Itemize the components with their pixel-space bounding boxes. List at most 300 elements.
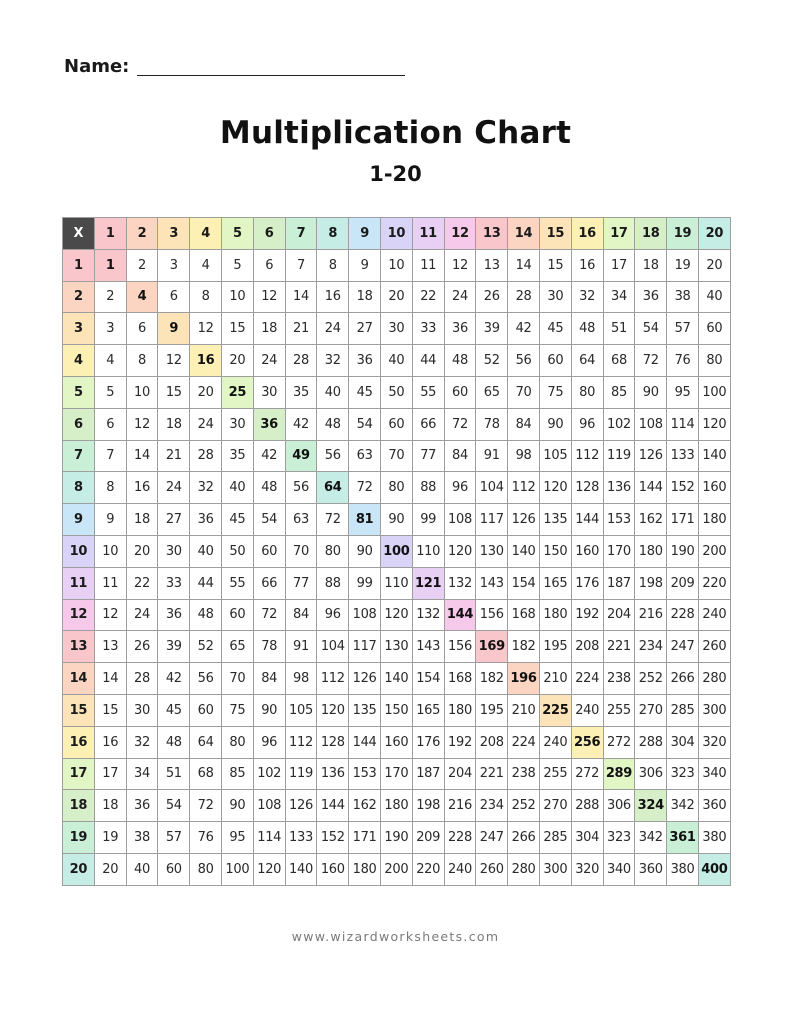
product-cell: 14 xyxy=(285,281,317,313)
product-cell: 320 xyxy=(571,853,603,885)
product-cell: 24 xyxy=(253,345,285,377)
column-header-cell: 5 xyxy=(221,218,253,250)
product-cell: 88 xyxy=(317,567,349,599)
product-cell: 104 xyxy=(317,631,349,663)
product-cell: 56 xyxy=(317,440,349,472)
product-cell: 135 xyxy=(539,504,571,536)
product-cell: 9 xyxy=(94,504,126,536)
product-cell: 60 xyxy=(158,853,190,885)
square-cell: 324 xyxy=(635,790,667,822)
product-cell: 160 xyxy=(698,472,730,504)
product-cell: 33 xyxy=(412,313,444,345)
product-cell: 2 xyxy=(126,249,158,281)
product-cell: 323 xyxy=(603,822,635,854)
product-cell: 68 xyxy=(190,758,222,790)
product-cell: 228 xyxy=(667,599,699,631)
product-cell: 12 xyxy=(253,281,285,313)
product-cell: 8 xyxy=(94,472,126,504)
page-subtitle: 1-20 xyxy=(369,162,422,186)
product-cell: 306 xyxy=(603,790,635,822)
square-cell: 144 xyxy=(444,599,476,631)
row-header-cell: 2 xyxy=(63,281,95,313)
product-cell: 40 xyxy=(380,345,412,377)
table-row xyxy=(63,758,731,790)
product-cell: 90 xyxy=(635,376,667,408)
product-cell: 105 xyxy=(539,440,571,472)
product-cell: 266 xyxy=(667,663,699,695)
product-cell: 14 xyxy=(508,249,540,281)
product-cell: 10 xyxy=(94,535,126,567)
product-cell: 154 xyxy=(508,567,540,599)
row-header-cell: 17 xyxy=(63,758,95,790)
column-header-cell: 10 xyxy=(380,218,412,250)
product-cell: 156 xyxy=(444,631,476,663)
column-header-cell: 12 xyxy=(444,218,476,250)
product-cell: 84 xyxy=(285,599,317,631)
column-header-cell: 2 xyxy=(126,218,158,250)
product-cell: 39 xyxy=(158,631,190,663)
product-cell: 7 xyxy=(94,440,126,472)
product-cell: 260 xyxy=(698,631,730,663)
product-cell: 12 xyxy=(444,249,476,281)
table-row xyxy=(63,376,731,408)
product-cell: 60 xyxy=(444,376,476,408)
square-cell: 196 xyxy=(508,663,540,695)
product-cell: 6 xyxy=(158,281,190,313)
row-header-cell: 6 xyxy=(63,408,95,440)
product-cell: 60 xyxy=(380,408,412,440)
column-header-cell: 9 xyxy=(349,218,381,250)
row-header-cell: 11 xyxy=(63,567,95,599)
product-cell: 77 xyxy=(412,440,444,472)
product-cell: 88 xyxy=(412,472,444,504)
product-cell: 80 xyxy=(571,376,603,408)
table-row xyxy=(63,663,731,695)
product-cell: 160 xyxy=(317,853,349,885)
product-cell: 70 xyxy=(285,535,317,567)
product-cell: 176 xyxy=(412,726,444,758)
row-header-cell: 18 xyxy=(63,790,95,822)
product-cell: 135 xyxy=(349,694,381,726)
product-cell: 20 xyxy=(126,535,158,567)
product-cell: 8 xyxy=(190,281,222,313)
square-cell: 1 xyxy=(94,249,126,281)
product-cell: 208 xyxy=(476,726,508,758)
product-cell: 8 xyxy=(317,249,349,281)
product-cell: 76 xyxy=(667,345,699,377)
product-cell: 5 xyxy=(221,249,253,281)
product-cell: 162 xyxy=(635,504,667,536)
product-cell: 132 xyxy=(444,567,476,599)
product-cell: 300 xyxy=(539,853,571,885)
product-cell: 34 xyxy=(126,758,158,790)
square-cell: 361 xyxy=(667,822,699,854)
product-cell: 182 xyxy=(476,663,508,695)
product-cell: 110 xyxy=(380,567,412,599)
square-cell: 225 xyxy=(539,694,571,726)
product-cell: 280 xyxy=(508,853,540,885)
table-row xyxy=(63,822,731,854)
product-cell: 84 xyxy=(444,440,476,472)
product-cell: 187 xyxy=(603,567,635,599)
product-cell: 240 xyxy=(444,853,476,885)
product-cell: 66 xyxy=(412,408,444,440)
product-cell: 24 xyxy=(444,281,476,313)
row-header-cell: 10 xyxy=(63,535,95,567)
product-cell: 156 xyxy=(476,599,508,631)
product-cell: 209 xyxy=(667,567,699,599)
product-cell: 35 xyxy=(285,376,317,408)
product-cell: 24 xyxy=(126,599,158,631)
product-cell: 78 xyxy=(253,631,285,663)
product-cell: 84 xyxy=(253,663,285,695)
product-cell: 13 xyxy=(476,249,508,281)
product-cell: 96 xyxy=(253,726,285,758)
table-row xyxy=(63,408,731,440)
product-cell: 220 xyxy=(698,567,730,599)
product-cell: 220 xyxy=(412,853,444,885)
product-cell: 140 xyxy=(508,535,540,567)
product-cell: 40 xyxy=(698,281,730,313)
product-cell: 28 xyxy=(285,345,317,377)
product-cell: 252 xyxy=(635,663,667,695)
product-cell: 304 xyxy=(667,726,699,758)
product-cell: 75 xyxy=(539,376,571,408)
product-cell: 40 xyxy=(126,853,158,885)
product-cell: 34 xyxy=(603,281,635,313)
column-header-cell: 1 xyxy=(94,218,126,250)
product-cell: 117 xyxy=(476,504,508,536)
product-cell: 32 xyxy=(317,345,349,377)
product-cell: 22 xyxy=(126,567,158,599)
product-cell: 18 xyxy=(158,408,190,440)
product-cell: 190 xyxy=(380,822,412,854)
product-cell: 216 xyxy=(444,790,476,822)
product-cell: 99 xyxy=(349,567,381,599)
product-cell: 90 xyxy=(221,790,253,822)
product-cell: 85 xyxy=(221,758,253,790)
product-cell: 150 xyxy=(539,535,571,567)
table-row xyxy=(63,535,731,567)
footer-url: www.wizardworksheets.com xyxy=(291,929,500,944)
product-cell: 40 xyxy=(317,376,349,408)
product-cell: 165 xyxy=(539,567,571,599)
table-row xyxy=(63,472,731,504)
product-cell: 21 xyxy=(158,440,190,472)
column-header-cell: 17 xyxy=(603,218,635,250)
product-cell: 70 xyxy=(380,440,412,472)
square-cell: 64 xyxy=(317,472,349,504)
header-row xyxy=(63,218,731,250)
row-header-cell: 20 xyxy=(63,853,95,885)
product-cell: 108 xyxy=(253,790,285,822)
column-header-cell: 8 xyxy=(317,218,349,250)
product-cell: 40 xyxy=(190,535,222,567)
square-cell: 9 xyxy=(158,313,190,345)
product-cell: 133 xyxy=(667,440,699,472)
product-cell: 98 xyxy=(508,440,540,472)
product-cell: 80 xyxy=(698,345,730,377)
product-cell: 54 xyxy=(253,504,285,536)
product-cell: 11 xyxy=(412,249,444,281)
product-cell: 45 xyxy=(539,313,571,345)
product-cell: 85 xyxy=(603,376,635,408)
product-cell: 380 xyxy=(667,853,699,885)
product-cell: 15 xyxy=(539,249,571,281)
product-cell: 19 xyxy=(94,822,126,854)
product-cell: 24 xyxy=(158,472,190,504)
product-cell: 200 xyxy=(698,535,730,567)
product-cell: 126 xyxy=(508,504,540,536)
product-cell: 30 xyxy=(539,281,571,313)
square-cell: 169 xyxy=(476,631,508,663)
product-cell: 112 xyxy=(285,726,317,758)
product-cell: 288 xyxy=(635,726,667,758)
product-cell: 72 xyxy=(635,345,667,377)
row-header-cell: 5 xyxy=(63,376,95,408)
product-cell: 60 xyxy=(539,345,571,377)
product-cell: 48 xyxy=(444,345,476,377)
product-cell: 280 xyxy=(698,663,730,695)
product-cell: 128 xyxy=(317,726,349,758)
product-cell: 140 xyxy=(380,663,412,695)
product-cell: 65 xyxy=(221,631,253,663)
product-cell: 133 xyxy=(285,822,317,854)
name-blank-line xyxy=(137,75,405,76)
table-row xyxy=(63,631,731,663)
product-cell: 20 xyxy=(190,376,222,408)
product-cell: 195 xyxy=(539,631,571,663)
product-cell: 18 xyxy=(253,313,285,345)
product-cell: 36 xyxy=(349,345,381,377)
table-row xyxy=(63,345,731,377)
product-cell: 42 xyxy=(285,408,317,440)
product-cell: 16 xyxy=(94,726,126,758)
table-row xyxy=(63,440,731,472)
product-cell: 260 xyxy=(476,853,508,885)
product-cell: 40 xyxy=(221,472,253,504)
product-cell: 33 xyxy=(158,567,190,599)
product-cell: 221 xyxy=(476,758,508,790)
product-cell: 60 xyxy=(221,599,253,631)
product-cell: 272 xyxy=(571,758,603,790)
product-cell: 4 xyxy=(190,249,222,281)
product-cell: 204 xyxy=(603,599,635,631)
product-cell: 18 xyxy=(94,790,126,822)
product-cell: 255 xyxy=(539,758,571,790)
table-row xyxy=(63,694,731,726)
product-cell: 190 xyxy=(667,535,699,567)
product-cell: 57 xyxy=(667,313,699,345)
product-cell: 16 xyxy=(126,472,158,504)
product-cell: 16 xyxy=(571,249,603,281)
product-cell: 20 xyxy=(380,281,412,313)
row-header-cell: 12 xyxy=(63,599,95,631)
product-cell: 48 xyxy=(571,313,603,345)
product-cell: 45 xyxy=(158,694,190,726)
row-header-cell: 14 xyxy=(63,663,95,695)
product-cell: 270 xyxy=(539,790,571,822)
product-cell: 234 xyxy=(476,790,508,822)
product-cell: 110 xyxy=(412,535,444,567)
product-cell: 52 xyxy=(190,631,222,663)
product-cell: 180 xyxy=(444,694,476,726)
product-cell: 209 xyxy=(412,822,444,854)
product-cell: 15 xyxy=(94,694,126,726)
product-cell: 144 xyxy=(635,472,667,504)
square-cell: 400 xyxy=(698,853,730,885)
product-cell: 160 xyxy=(571,535,603,567)
product-cell: 56 xyxy=(508,345,540,377)
product-cell: 57 xyxy=(158,822,190,854)
product-cell: 238 xyxy=(508,758,540,790)
product-cell: 6 xyxy=(253,249,285,281)
product-cell: 30 xyxy=(380,313,412,345)
square-cell: 100 xyxy=(380,535,412,567)
product-cell: 52 xyxy=(476,345,508,377)
product-cell: 63 xyxy=(285,504,317,536)
product-cell: 18 xyxy=(635,249,667,281)
product-cell: 66 xyxy=(253,567,285,599)
product-cell: 15 xyxy=(221,313,253,345)
column-header-cell: 13 xyxy=(476,218,508,250)
product-cell: 4 xyxy=(94,345,126,377)
product-cell: 170 xyxy=(603,535,635,567)
product-cell: 247 xyxy=(476,822,508,854)
table-row xyxy=(63,313,731,345)
product-cell: 91 xyxy=(285,631,317,663)
product-cell: 18 xyxy=(126,504,158,536)
product-cell: 20 xyxy=(698,249,730,281)
table-row xyxy=(63,249,731,281)
product-cell: 5 xyxy=(94,376,126,408)
product-cell: 143 xyxy=(476,567,508,599)
product-cell: 91 xyxy=(476,440,508,472)
product-cell: 72 xyxy=(190,790,222,822)
product-cell: 48 xyxy=(253,472,285,504)
product-cell: 360 xyxy=(698,790,730,822)
product-cell: 187 xyxy=(412,758,444,790)
product-cell: 50 xyxy=(380,376,412,408)
product-cell: 152 xyxy=(667,472,699,504)
product-cell: 240 xyxy=(539,726,571,758)
product-cell: 84 xyxy=(508,408,540,440)
product-cell: 182 xyxy=(508,631,540,663)
product-cell: 64 xyxy=(571,345,603,377)
product-cell: 6 xyxy=(94,408,126,440)
product-cell: 32 xyxy=(571,281,603,313)
product-cell: 342 xyxy=(635,822,667,854)
product-cell: 170 xyxy=(380,758,412,790)
product-cell: 78 xyxy=(476,408,508,440)
product-cell: 108 xyxy=(635,408,667,440)
product-cell: 12 xyxy=(158,345,190,377)
product-cell: 17 xyxy=(603,249,635,281)
product-cell: 360 xyxy=(635,853,667,885)
product-cell: 114 xyxy=(667,408,699,440)
product-cell: 27 xyxy=(349,313,381,345)
product-cell: 120 xyxy=(253,853,285,885)
product-cell: 340 xyxy=(698,758,730,790)
product-cell: 3 xyxy=(94,313,126,345)
product-cell: 100 xyxy=(221,853,253,885)
product-cell: 168 xyxy=(444,663,476,695)
product-cell: 7 xyxy=(285,249,317,281)
product-cell: 132 xyxy=(412,599,444,631)
product-cell: 38 xyxy=(667,281,699,313)
product-cell: 80 xyxy=(190,853,222,885)
product-cell: 28 xyxy=(126,663,158,695)
product-cell: 140 xyxy=(285,853,317,885)
product-cell: 210 xyxy=(508,694,540,726)
product-cell: 19 xyxy=(667,249,699,281)
product-cell: 130 xyxy=(476,535,508,567)
product-cell: 80 xyxy=(317,535,349,567)
product-cell: 30 xyxy=(126,694,158,726)
product-cell: 266 xyxy=(508,822,540,854)
square-cell: 121 xyxy=(412,567,444,599)
product-cell: 126 xyxy=(635,440,667,472)
product-cell: 240 xyxy=(571,694,603,726)
product-cell: 72 xyxy=(444,408,476,440)
table-row xyxy=(63,281,731,313)
product-cell: 75 xyxy=(221,694,253,726)
row-header-cell: 19 xyxy=(63,822,95,854)
square-cell: 36 xyxy=(253,408,285,440)
row-header-cell: 15 xyxy=(63,694,95,726)
product-cell: 90 xyxy=(253,694,285,726)
square-cell: 81 xyxy=(349,504,381,536)
product-cell: 35 xyxy=(221,440,253,472)
product-cell: 153 xyxy=(603,504,635,536)
table-row xyxy=(63,567,731,599)
product-cell: 126 xyxy=(349,663,381,695)
product-cell: 130 xyxy=(380,631,412,663)
product-cell: 90 xyxy=(380,504,412,536)
product-cell: 14 xyxy=(126,440,158,472)
product-cell: 112 xyxy=(317,663,349,695)
product-cell: 304 xyxy=(571,822,603,854)
product-cell: 90 xyxy=(539,408,571,440)
product-cell: 140 xyxy=(698,440,730,472)
product-cell: 126 xyxy=(285,790,317,822)
row-header-cell: 16 xyxy=(63,726,95,758)
product-cell: 180 xyxy=(349,853,381,885)
row-header-cell: 8 xyxy=(63,472,95,504)
product-cell: 112 xyxy=(508,472,540,504)
square-cell: 49 xyxy=(285,440,317,472)
product-cell: 104 xyxy=(476,472,508,504)
product-cell: 180 xyxy=(635,535,667,567)
product-cell: 12 xyxy=(126,408,158,440)
product-cell: 95 xyxy=(221,822,253,854)
product-cell: 32 xyxy=(126,726,158,758)
product-cell: 108 xyxy=(444,504,476,536)
product-cell: 152 xyxy=(317,822,349,854)
product-cell: 12 xyxy=(190,313,222,345)
product-cell: 14 xyxy=(94,663,126,695)
square-cell: 256 xyxy=(571,726,603,758)
product-cell: 60 xyxy=(698,313,730,345)
product-cell: 200 xyxy=(380,853,412,885)
product-cell: 234 xyxy=(635,631,667,663)
column-header-cell: 20 xyxy=(698,218,730,250)
product-cell: 30 xyxy=(158,535,190,567)
product-cell: 108 xyxy=(349,599,381,631)
row-header-cell: 1 xyxy=(63,249,95,281)
product-cell: 320 xyxy=(698,726,730,758)
product-cell: 144 xyxy=(571,504,603,536)
